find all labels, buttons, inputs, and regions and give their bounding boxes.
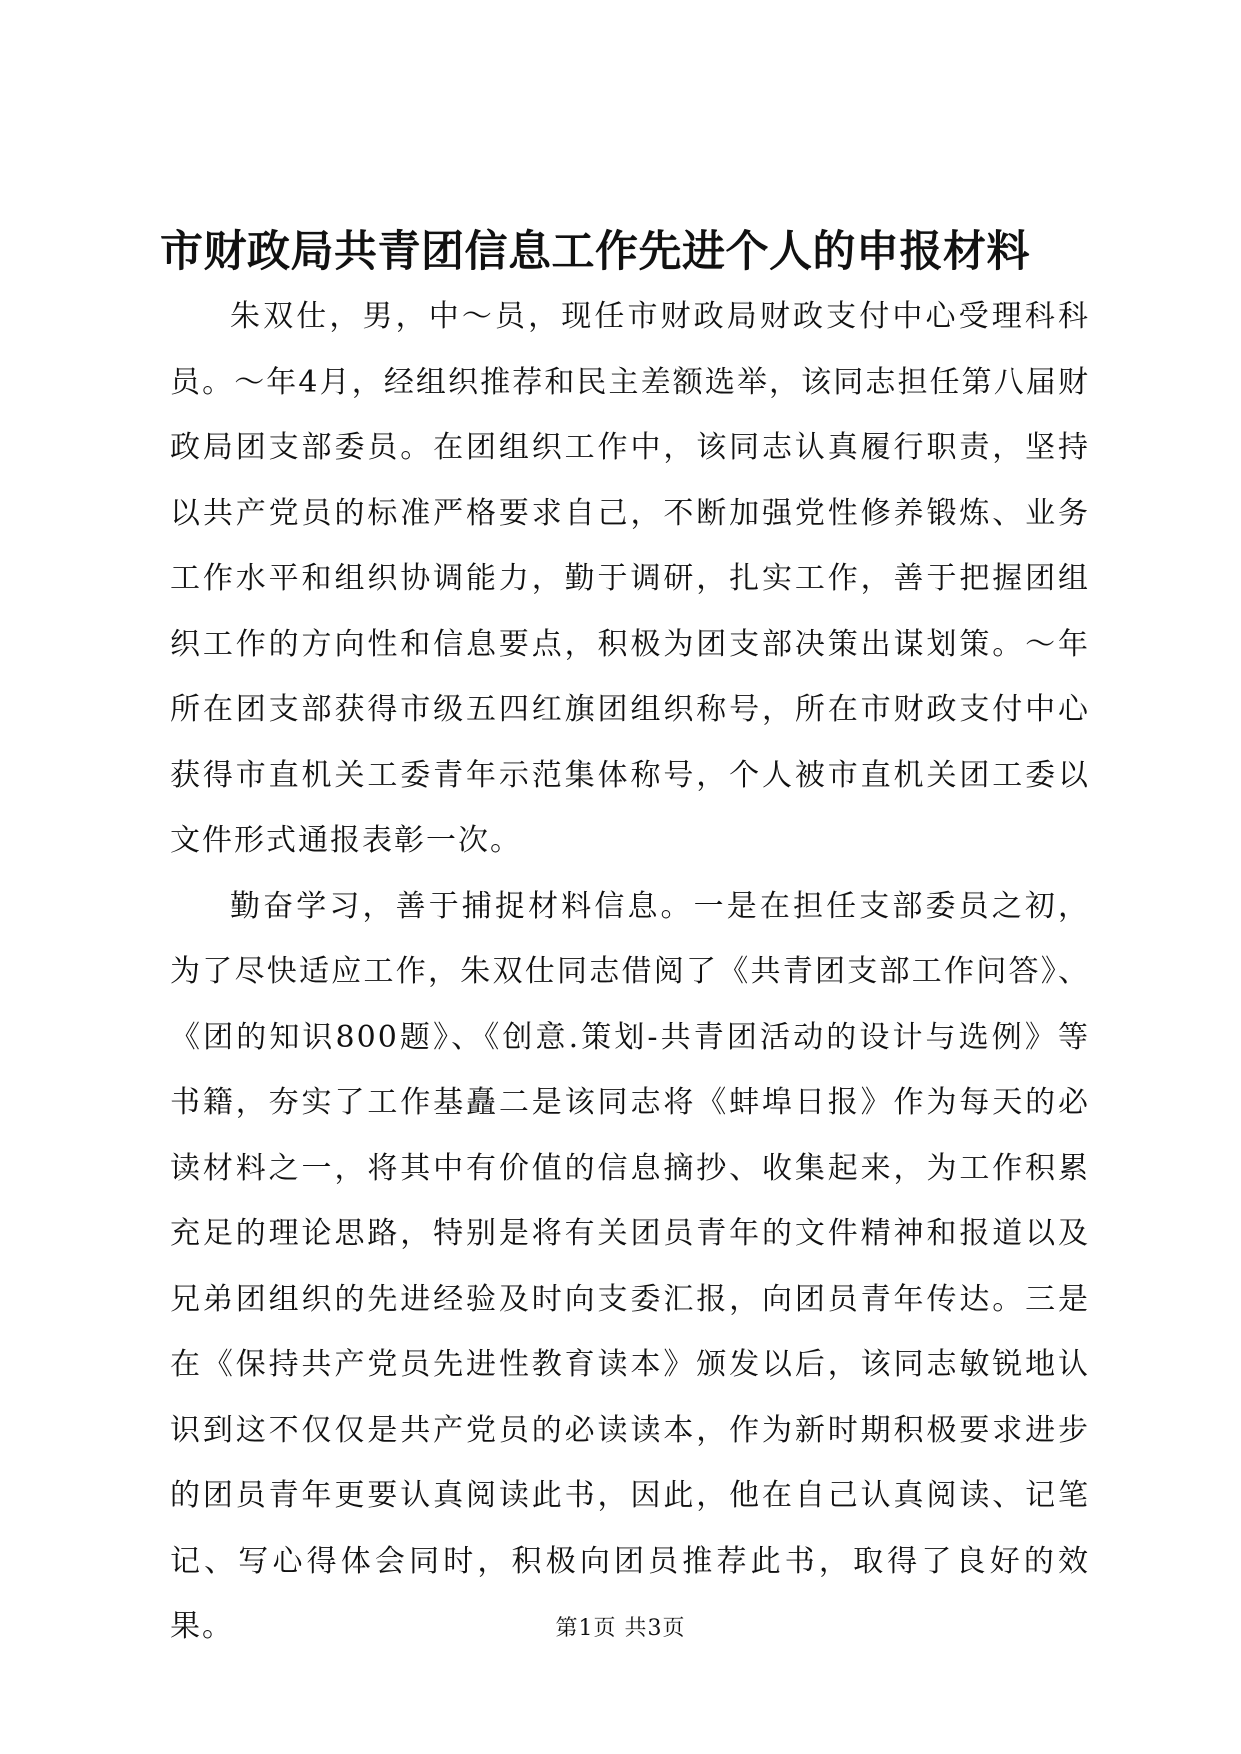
paragraph-1: 朱双仕，男，中～员，现任市财政局财政支付中心受理科科员。～年4月，经组织推荐和民主差额选举，该同志担任第八届财政局团支部委员。在团组织工作中，该同志认真履行职责，坚持以共产党员的标准严格要求自己，不断加强党性修养锻炼、业务工作水平和组织协调能力，勤于调研，扎实工作，善于把握团组织工作的方向性和信息要点，积极为团支部决策出谋划策。～年所在团支部获得市级五四红旗团组织称号，所在市财政支付中心获得市直机关工委青年示范集体称号，个人被市直机关团工委以文件形式通报表彰一次。: [170, 299, 1090, 858]
document-title: 市财政局共青团信息工作先进个人的申报材料: [160, 227, 1030, 277]
document-body: [170, 284, 1090, 1660]
page-number-footer: 第1页 共3页: [555, 1616, 686, 1641]
paragraph-2: 勤奋学习，善于捕捉材料信息。一是在担任支部委员之初，为了尽快适应工作，朱双仕同志借阅了《共青团支部工作问答》、《团的知识800题》、《创意.策划-共青团活动的设计与选例》等书籍，夯实了工作基矗二是该同志将《蚌埠日报》作为每天的必读材料之一，将其中有价值的信息摘抄、收集起来，为工作积累充足的理论思路，特别是将有关团员青年的文件精神和报道以及兄弟团组织的先进经验及时向支委汇报，向团员青年传达。三是在《保持共产党员先进性教育读本》颁发以后，该同志敏锐地认识到这不仅仅是共产党员的必读读本，作为新时期积极要求进步的团员青年更要认真阅读此书，因此，他在自己认真阅读、记笔记、写心得体会同时，积极向团员推荐此书，取得了良好的效果。: [170, 888, 1090, 1644]
